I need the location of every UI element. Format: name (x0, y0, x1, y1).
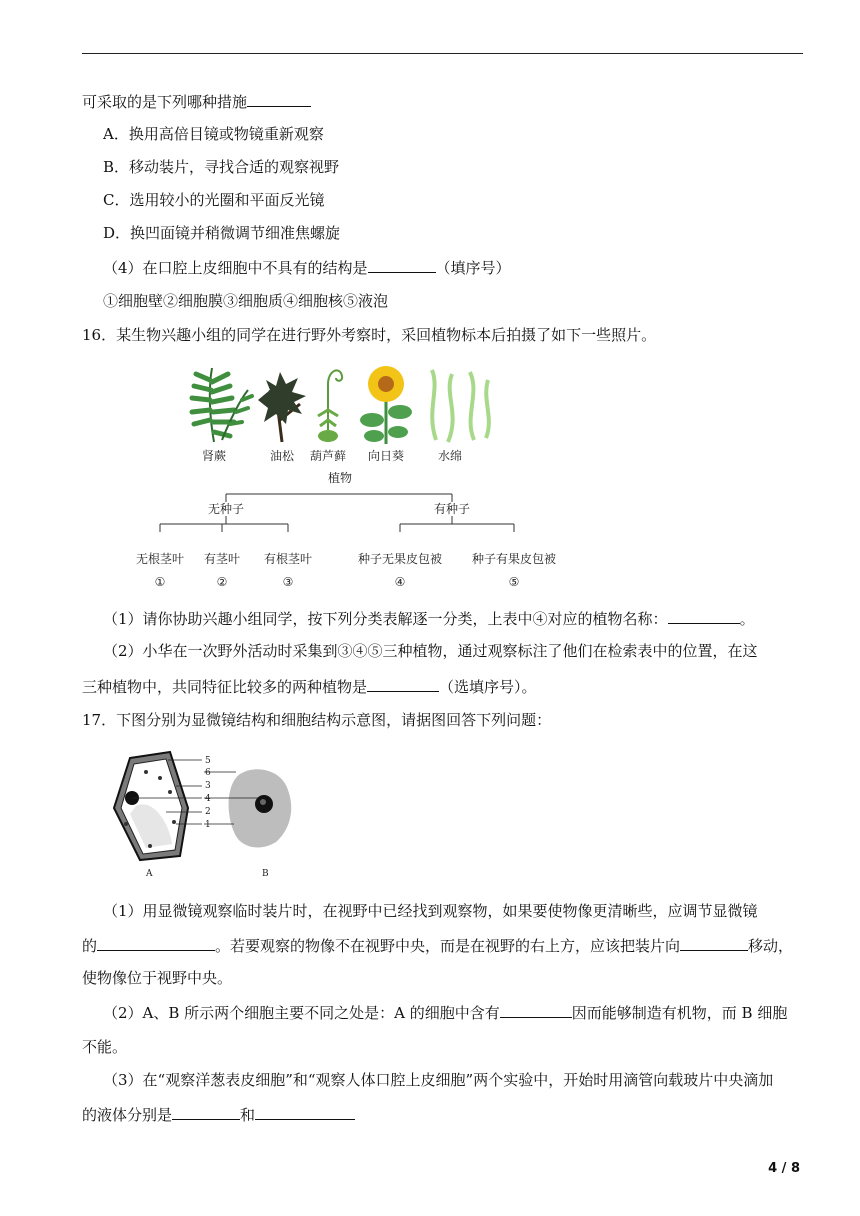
q15-option-a: A．换用高倍目镜或物镜重新观察 (103, 125, 324, 143)
answer-blank[interactable] (367, 676, 439, 692)
fern-icon (192, 368, 252, 442)
q15-option-c: C．选用较小的光圈和平面反光镜 (103, 191, 325, 209)
cell-structure-figure (106, 748, 302, 882)
plant-name: 向日葵 (367, 449, 405, 463)
plant-name: 水绵 (437, 449, 463, 463)
cell-label: 1 (205, 820, 211, 830)
answer-blank[interactable] (368, 257, 436, 273)
q16-sub1: （1）请你协助兴趣小组同学，按下列分类表解逐一分类，上表中④对应的植物名称： 。 (103, 610, 755, 628)
cell-label: 2 (205, 807, 211, 817)
moss-icon (318, 370, 342, 442)
answer-blank[interactable] (680, 935, 748, 951)
answer-blank[interactable] (668, 608, 740, 624)
figure-label-b: B (262, 869, 269, 879)
q15-option-d: D．换凹面镜并稍微调节细准焦螺旋 (103, 224, 341, 242)
answer-blank[interactable] (247, 91, 311, 107)
tree-leaf-number: ⑤ (508, 575, 520, 589)
header-rule (82, 53, 803, 54)
tree-branch-seed: 有种子 (433, 502, 471, 516)
plant-classification-figure (130, 360, 590, 592)
plant-name: 葫芦藓 (309, 449, 347, 463)
q15-sub4-choices: ①细胞壁②细胞膜③细胞质④细胞核⑤液泡 (103, 292, 389, 310)
plant-cell-diagram (114, 752, 188, 860)
cell-label: 3 (205, 781, 211, 791)
answer-blank[interactable] (255, 1104, 355, 1120)
q16-sub2-line1: （2）小华在一次野外活动时采集到③④⑤三种植物，通过观察标注了他们在检索表中的位置，在这 (103, 642, 758, 660)
q15-option-b: B．移动装片，寻找合适的观察视野 (103, 158, 340, 176)
tree-leaf: 种子无果皮包被 (357, 552, 443, 566)
q15-sub4: （4）在口腔上皮细胞中不具有的结构是 （填序号） (103, 259, 511, 277)
q15-stem: 可采取的是下列哪种措施 (82, 91, 311, 112)
q17-sub3-line2: 的液体分别是 和 (82, 1104, 355, 1125)
answer-blank[interactable] (500, 1002, 572, 1018)
page-number: 4 / 8 (768, 1161, 800, 1176)
cell-label: 5 (205, 756, 211, 766)
q17-sub2-line2: 不能。 (82, 1038, 128, 1056)
q17-sub2-line1: （2）A、B 所示两个细胞主要不同之处是：A 的细胞中含有 因而能够制造有机物，而 B 细胞 (103, 1004, 788, 1022)
cell-label: 4 (205, 794, 211, 804)
q17-sub1-line1: （1）用显微镜观察临时装片时，在视野中已经找到观察物，如果要使物像更清晰些，应调节显微镜 (103, 902, 758, 920)
tree-leaf-number: ① (154, 575, 166, 589)
answer-blank[interactable] (172, 1104, 240, 1120)
plant-name: 油松 (269, 449, 295, 463)
sunflower-icon (360, 366, 412, 444)
q16-sub2-line2: 三种植物中，共同特征比较多的两种植物是 （选填序号）。 (82, 678, 537, 696)
tree-leaf-number: ② (216, 575, 228, 589)
tree-leaf: 无根茎叶 (135, 552, 185, 566)
tree-leaf: 有根茎叶 (263, 552, 313, 566)
q17-sub1-line2: 的 。若要观察的物像不在视野中央，而是在视野的右上方，应该把装片向 移动， (82, 937, 794, 955)
pine-icon (258, 372, 306, 442)
q16-stem: 16．某生物兴趣小组的同学在进行野外考察时，采回植物标本后拍摄了如下一些照片。 (82, 326, 657, 344)
tree-leaf-number: ④ (394, 575, 406, 589)
q17-sub1-line3: 使物像位于视野中央。 (82, 969, 233, 987)
tree-root: 植物 (327, 471, 353, 485)
q17-sub3-line1: （3）在“观察洋葱表皮细胞”和“观察人体口腔上皮细胞”两个实验中，开始时用滴管向载玻片中央滴加 (103, 1071, 774, 1089)
tree-leaf-number: ③ (282, 575, 294, 589)
cell-label: 6 (205, 768, 211, 778)
plant-name: 肾蕨 (201, 449, 227, 463)
tree-leaf: 种子有果皮包被 (471, 552, 557, 566)
tree-leaf: 有茎叶 (203, 552, 241, 566)
animal-cell-diagram (229, 769, 292, 847)
q17-stem: 17．下图分别为显微镜结构和细胞结构示意图，请据图回答下列问题： (82, 711, 552, 729)
spirogyra-icon (432, 370, 489, 442)
answer-blank[interactable] (97, 935, 215, 951)
tree-branch-no-seed: 无种子 (207, 502, 245, 516)
figure-label-a: A (146, 869, 153, 879)
